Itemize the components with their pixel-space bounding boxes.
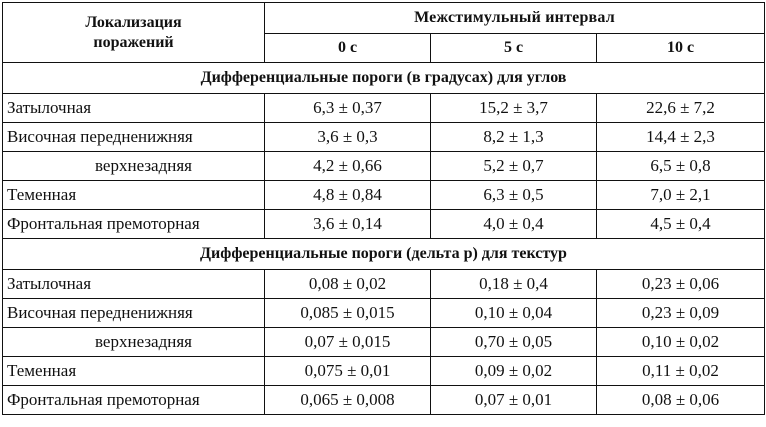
cell-value: 6,3 ± 0,37	[265, 94, 431, 123]
cell-value: 0,11 ± 0,02	[597, 357, 765, 386]
cell-value: 3,6 ± 0,3	[265, 123, 431, 152]
table-row	[3, 386, 765, 415]
table-row	[3, 357, 765, 386]
row-label: верхнезадняя	[3, 152, 265, 181]
cell-value: 6,3 ± 0,5	[431, 181, 597, 210]
table-body	[3, 63, 765, 415]
section-row	[3, 63, 765, 94]
cell-value: 0,065 ± 0,008	[265, 386, 431, 415]
localization-header	[3, 3, 265, 63]
cell-value: 0,23 ± 0,06	[597, 270, 765, 299]
table-row	[3, 270, 765, 299]
cell-value: 0,08 ± 0,06	[597, 386, 765, 415]
document-page	[0, 2, 766, 427]
section-title: Дифференциальные пороги (в градусах) для углов	[3, 63, 765, 94]
cell-value: 3,6 ± 0,14	[265, 210, 431, 239]
table-row	[3, 328, 765, 357]
row-label: верхнезадняя	[3, 328, 265, 357]
localization-header-line1: Локализация	[85, 14, 182, 32]
cell-value: 22,6 ± 7,2	[597, 94, 765, 123]
section-row	[3, 239, 765, 270]
cell-value: 4,0 ± 0,4	[431, 210, 597, 239]
cell-value: 0,10 ± 0,04	[431, 299, 597, 328]
row-label: Фронтальная премоторная	[3, 386, 265, 415]
cell-value: 0,70 ± 0,05	[431, 328, 597, 357]
section-title: Дифференциальные пороги (дельта р) для текстур	[3, 239, 765, 270]
cell-value: 7,0 ± 2,1	[597, 181, 765, 210]
row-label: Затылочная	[3, 94, 265, 123]
cell-value: 8,2 ± 1,3	[431, 123, 597, 152]
thresholds-table	[2, 2, 765, 415]
table-row	[3, 152, 765, 181]
cell-value: 4,8 ± 0,84	[265, 181, 431, 210]
row-label: Затылочная	[3, 270, 265, 299]
row-label: Теменная	[3, 181, 265, 210]
cell-value: 4,5 ± 0,4	[597, 210, 765, 239]
table-row	[3, 299, 765, 328]
interval-column-5: 5 с	[431, 34, 597, 63]
cell-value: 0,085 ± 0,015	[265, 299, 431, 328]
cell-value: 0,18 ± 0,4	[431, 270, 597, 299]
cell-value: 0,07 ± 0,015	[265, 328, 431, 357]
interval-header: Межстимульный интервал	[265, 3, 765, 34]
table-header	[3, 3, 765, 63]
row-label: Височная передненижняя	[3, 299, 265, 328]
cell-value: 0,075 ± 0,01	[265, 357, 431, 386]
cell-value: 0,10 ± 0,02	[597, 328, 765, 357]
cell-value: 0,09 ± 0,02	[431, 357, 597, 386]
cell-value: 6,5 ± 0,8	[597, 152, 765, 181]
cell-value: 4,2 ± 0,66	[265, 152, 431, 181]
cell-value: 14,4 ± 2,3	[597, 123, 765, 152]
table-row	[3, 123, 765, 152]
table-row	[3, 210, 765, 239]
cell-value: 5,2 ± 0,7	[431, 152, 597, 181]
interval-column-10: 10 с	[597, 34, 765, 63]
cell-value: 15,2 ± 3,7	[431, 94, 597, 123]
row-label: Фронтальная премоторная	[3, 210, 265, 239]
localization-header-line2: поражений	[93, 33, 174, 51]
cell-value: 0,23 ± 0,09	[597, 299, 765, 328]
cell-value: 0,07 ± 0,01	[431, 386, 597, 415]
interval-column-0: 0 с	[265, 34, 431, 63]
cell-value: 0,08 ± 0,02	[265, 270, 431, 299]
row-label: Височная передненижняя	[3, 123, 265, 152]
row-label: Теменная	[3, 357, 265, 386]
table-row	[3, 94, 765, 123]
table-row	[3, 181, 765, 210]
